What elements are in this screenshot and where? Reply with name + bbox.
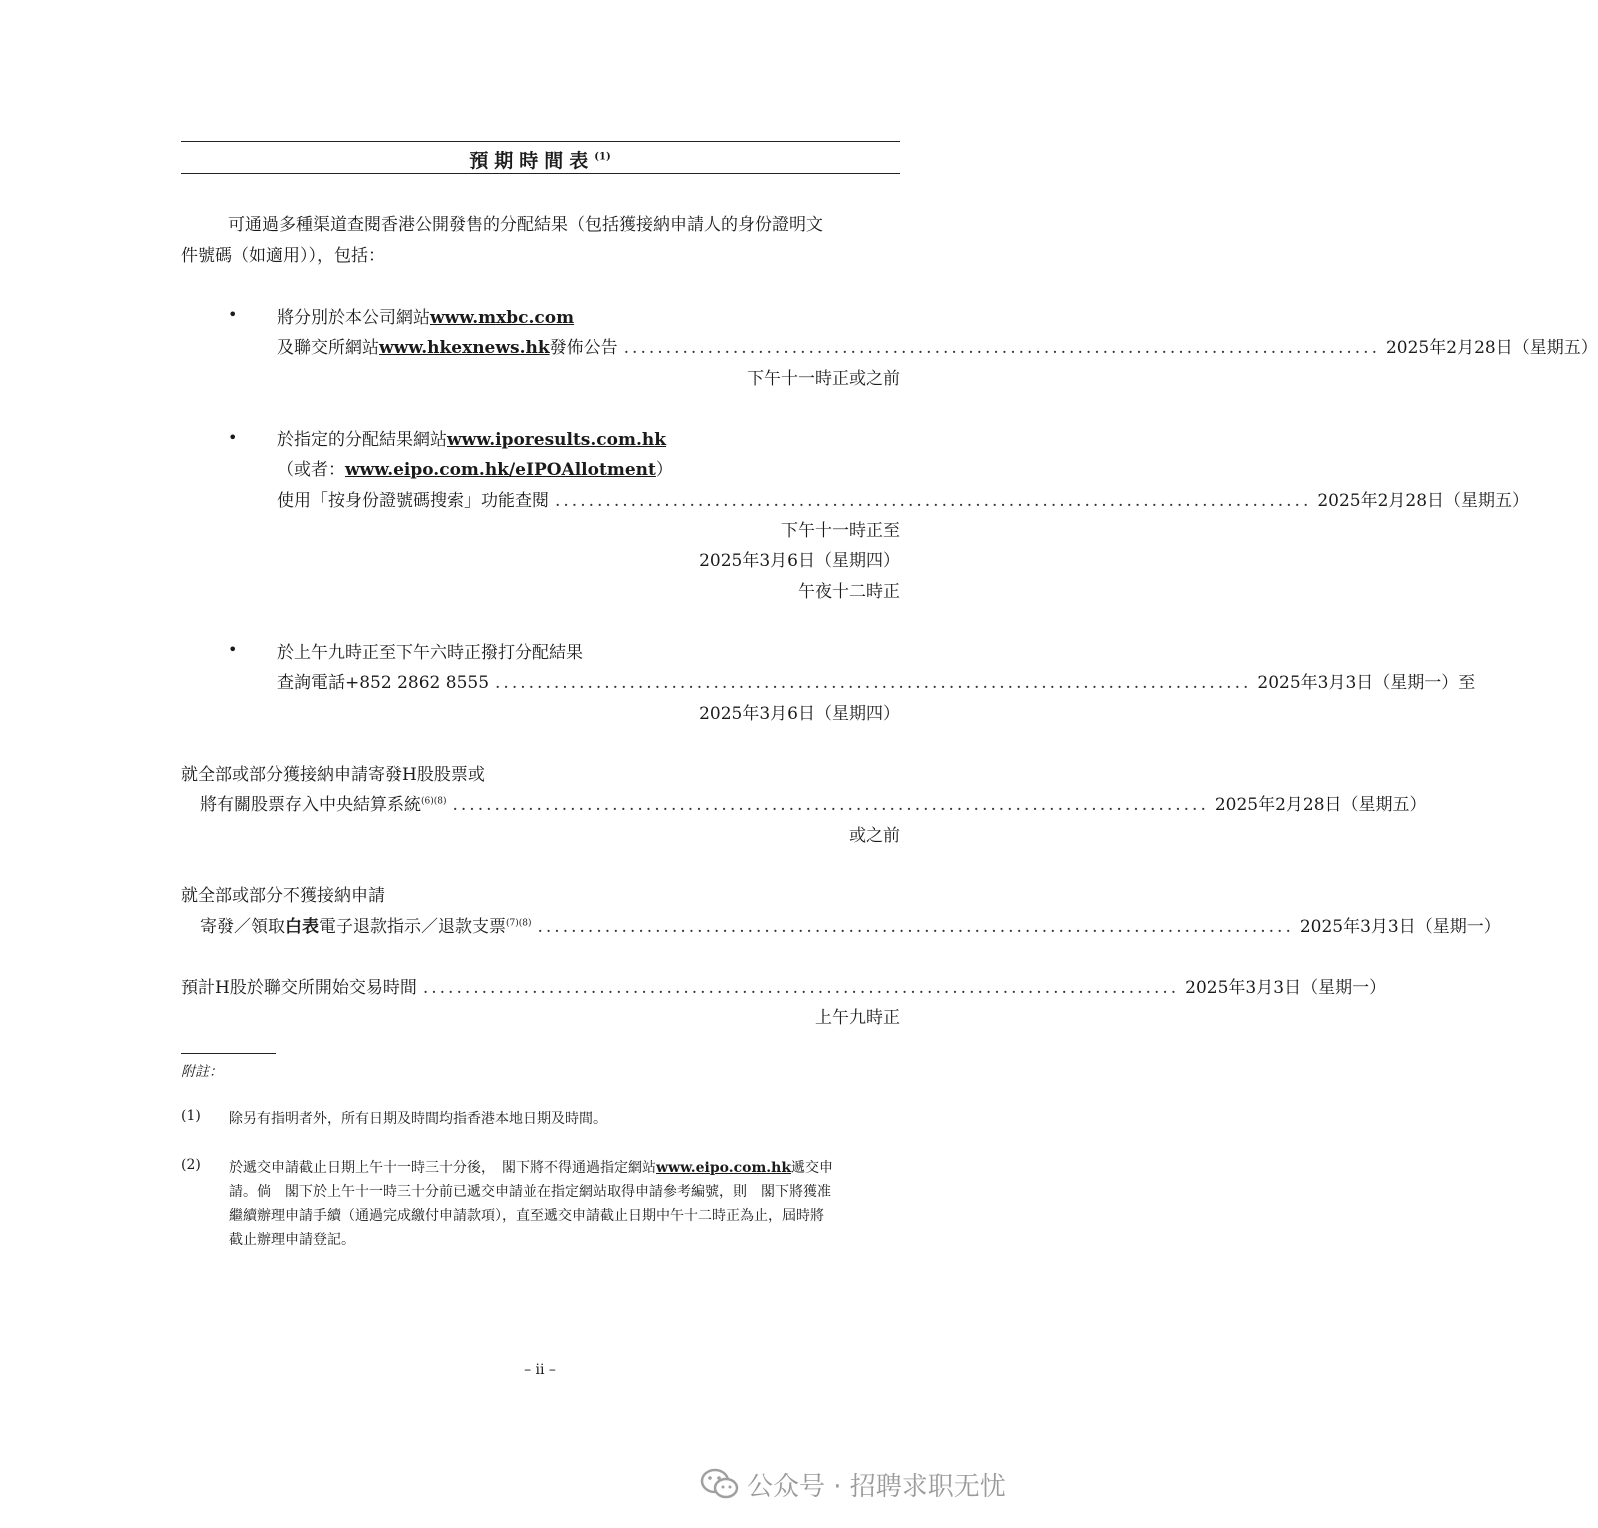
header-bottom-rule: [181, 173, 900, 174]
note-1-number: (1): [181, 1108, 201, 1124]
refund-line-2: [200, 912, 1501, 937]
link-eipo-allotment[interactable]: www.eipo.com.hk/eIPOAllotment: [345, 460, 656, 480]
refund-line2-text: [200, 912, 532, 937]
bullet-1: •: [228, 305, 238, 324]
bullet-2: •: [228, 428, 238, 447]
leader-dots: ..........................................................................................: [537, 917, 1294, 937]
page-title-text: 預期時間表: [469, 150, 595, 172]
item2-line1-text: 於指定的分配結果網站: [277, 430, 447, 450]
note-1-text: 除另有指明者外，所有日期及時間均指香港本地日期及時間。: [229, 1111, 607, 1127]
item2-line3-text: 使用「按身份證號碼搜索」功能查閱: [277, 491, 549, 511]
refund-white-form: 白表: [285, 917, 319, 937]
item2-line-3: [277, 486, 1530, 511]
dispatch-line-2: [200, 790, 1427, 815]
leader-dots: ..........................................................................................: [452, 795, 1209, 815]
note-2-number: (2): [181, 1157, 201, 1173]
leader-dots: ..........................................................................................: [422, 978, 1180, 998]
page-number: – ii –: [524, 1362, 556, 1378]
link-hkexnews[interactable]: www.hkexnews.hk: [379, 338, 550, 358]
item1-line1-text: 將分別於本公司網站: [277, 308, 430, 328]
item2-line-1: [277, 425, 666, 450]
item2-line2-open: （或者：: [277, 460, 345, 480]
watermark-text: 公众号 · 招聘求职无忧: [747, 1472, 1006, 1502]
refund-text-b: 電子退款指示／退款支票: [319, 917, 506, 937]
header-top-rule: [181, 141, 900, 142]
link-mxbc[interactable]: www.mxbc.com: [430, 308, 575, 328]
item2-date-end: 2025年3月6日（星期四）: [699, 551, 900, 571]
notes-heading: 附註：: [181, 1064, 223, 1080]
item1-time: 下午十一時正或之前: [747, 369, 900, 389]
leader-dots: ..........................................................................................: [495, 673, 1252, 693]
dispatch-line-1: 就全部或部分獲接納申請寄發H股股票或: [181, 765, 485, 785]
item3-date-end: 2025年3月6日（星期四）: [699, 704, 900, 724]
item1-line-1: [277, 303, 574, 328]
dispatch-line2-text: [200, 790, 447, 815]
item3-date-start: 2025年3月3日（星期一）至: [1257, 673, 1476, 693]
item1-line2-text: 及聯交所網站: [277, 338, 379, 358]
dispatch-time: 或之前: [849, 826, 900, 846]
note-2-line-1: [229, 1157, 833, 1177]
note-2-line-2: 請。倘 閣下於上午十一時三十分前已遞交申請並在指定網站取得申請參考編號，則 閣下將獲准: [229, 1184, 831, 1200]
item2-date-start: 2025年2月28日（星期五）: [1317, 491, 1530, 511]
dispatch-line2-label: 將有關股票存入中央結算系統: [200, 795, 421, 815]
trading-date: 2025年3月3日（星期一）: [1185, 978, 1387, 998]
item2-time-end: 午夜十二時正: [798, 582, 900, 602]
item2-time-start: 下午十一時正至: [781, 521, 900, 541]
trading-time: 上午九時正: [815, 1008, 900, 1028]
leader-dots: ..........................................................................................: [555, 491, 1312, 511]
item2-line-2: [277, 455, 673, 480]
item2-line2-close: ）: [655, 460, 673, 480]
item3-line-1: 於上午九時正至下午六時正撥打分配結果: [277, 643, 583, 663]
page-title: [0, 146, 1080, 173]
note2-line1-suffix: 遞交申: [791, 1160, 834, 1176]
link-eipo[interactable]: www.eipo.com.hk: [656, 1160, 792, 1176]
note-2-line-4: 截止辦理申請登記。: [229, 1232, 355, 1248]
refund-text-a: 寄發／領取: [200, 917, 285, 937]
item3-line-2: [277, 668, 1476, 693]
refund-footnote-ref: (7)(8): [506, 918, 532, 929]
item1-line2-suffix: 發佈公告: [549, 338, 618, 358]
note-2-line-3: 繼續辦理申請手續（通過完成繳付申請款項），直至遞交申請截止日期中午十二時正為止，屆時將: [229, 1208, 824, 1224]
trading-label: 預計H股於聯交所開始交易時間: [181, 978, 417, 998]
trading-line-1: [181, 973, 1387, 998]
item1-line-2: [277, 333, 1598, 358]
leader-dots: ..........................................................................................: [623, 338, 1380, 358]
intro-line-1: 可通過多種渠道查閱香港公開發售的分配結果（包括獲接納申請人的身份證明文: [228, 215, 823, 235]
note2-line1-text: 於遞交申請截止日期上午十一時三十分後， 閣下將不得通過指定網站: [229, 1160, 656, 1176]
bullet-3: •: [228, 640, 238, 659]
intro-line-2: 件號碼（如適用）），包括：: [181, 246, 385, 266]
refund-line-1: 就全部或部分不獲接納申請: [181, 886, 385, 906]
wechat-icon: [700, 1467, 740, 1501]
link-iporesults[interactable]: www.iporesults.com.hk: [447, 430, 667, 450]
title-footnote-ref: (1): [594, 151, 611, 163]
dispatch-footnote-ref: (6)(8): [421, 796, 447, 807]
item1-date: 2025年2月28日（星期五）: [1385, 338, 1598, 358]
dispatch-date: 2025年2月28日（星期五）: [1214, 795, 1427, 815]
notes-rule: [181, 1053, 276, 1054]
item3-phone: 查詢電話+852 2862 8555: [277, 673, 490, 693]
refund-date: 2025年3月3日（星期一）: [1299, 917, 1501, 937]
